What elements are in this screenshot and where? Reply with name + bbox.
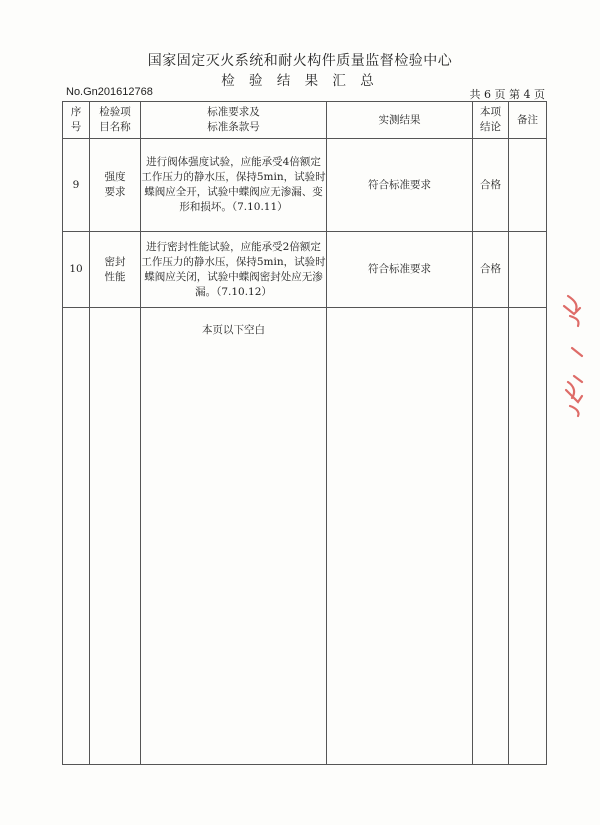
blank-note: 本页以下空白: [202, 324, 265, 336]
org-title: 国家固定灭火系统和耐火构件质量监督检验中心: [147, 53, 453, 69]
seal-stamp-icon: [560, 290, 586, 420]
cell-standard: 进行密封性能试验，应能承受2倍额定工作压力的静水压，保持5min，试验时蝶阀应关闭，试验中蝶阀密封处应无渗漏。（7.10.12）: [141, 232, 327, 308]
header-seq: 序 号: [63, 102, 90, 139]
cell-standard: 进行阀体强度试验，应能承受4倍额定工作压力的静水压，保持5min，试验时蝶阀应全开，试验中蝶阀应无渗漏、变形和损坏。（7.10.11）: [141, 139, 327, 232]
cell-remark: [509, 139, 547, 232]
cell-conclusion: 合格: [473, 139, 509, 232]
cell-remark: [509, 232, 547, 308]
cell-result: 符合标准要求: [327, 139, 473, 232]
header-standard: 标准要求及 标准条款号: [141, 102, 327, 139]
table-row: [63, 139, 547, 232]
header-remark: 备注: [509, 102, 547, 139]
table-row: [63, 232, 547, 308]
page-counter: 共 6 页 第 4 页: [469, 88, 545, 101]
cell-seq: 10: [63, 232, 90, 308]
header-conclusion: 本项 结论: [473, 102, 509, 139]
header-item: 检验项 目名称: [90, 102, 141, 139]
header-result: 实测结果: [327, 102, 473, 139]
cell-seq: 9: [63, 139, 90, 232]
blank-row: [63, 308, 547, 765]
results-table: [62, 101, 547, 765]
blank-cell: [327, 308, 473, 765]
blank-cell: [473, 308, 509, 765]
cell-item: 密封 性能: [90, 232, 141, 308]
cell-conclusion: 合格: [473, 232, 509, 308]
report-number: No.Gn201612768: [66, 86, 153, 98]
table-header-row: [63, 102, 547, 139]
blank-note-cell: [141, 308, 327, 765]
blank-cell: [509, 308, 547, 765]
blank-cell: [90, 308, 141, 765]
cell-item: 强度 要求: [90, 139, 141, 232]
cell-result: 符合标准要求: [327, 232, 473, 308]
blank-cell: [63, 308, 90, 765]
doc-title: 检 验 结 果 汇 总: [221, 73, 379, 89]
